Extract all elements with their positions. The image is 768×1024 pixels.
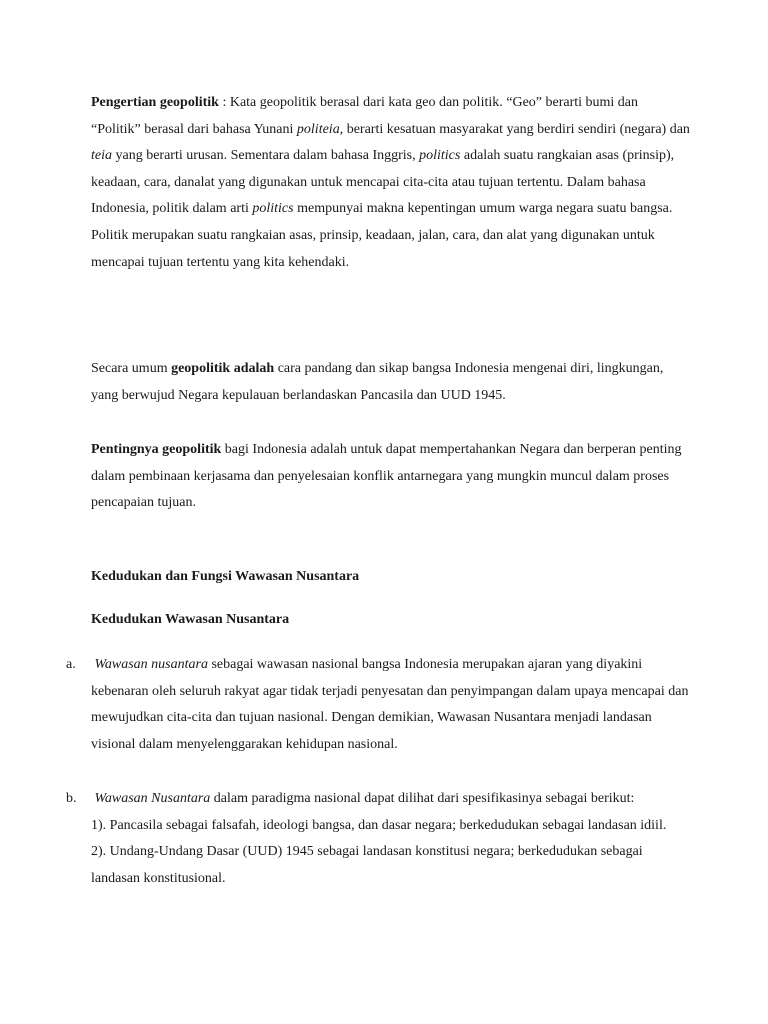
list-item-body	[91, 652, 691, 758]
paragraph-pengertian-geopolitik	[91, 90, 691, 276]
italic-run: politeia	[296, 121, 340, 137]
text-run: cara pandang dan sikap bangsa Indonesia mengenai diri, lingkungan, yang berwujud Negara kepulauan berlandaskan Pancasila dan UUD 1945.	[91, 361, 664, 403]
italic-run: politics	[252, 201, 294, 217]
subsection-heading: Kedudukan Wawasan Nusantara	[91, 612, 290, 627]
text-run: dalam paradigma nasional dapat dilihat dari spesifikasinya sebagai berikut:	[210, 791, 635, 806]
text-run: bagi Indonesia adalah untuk dapat mempertahankan Negara dan berperan penting dalam pembinaan kerjasama dan penyelesaian konflik antarnegara yang mungkin muncul dalam proses pencapaian tujuan.	[91, 442, 682, 511]
text-run: Secara umum	[91, 361, 172, 376]
text-run: adalah suatu rangkaian asas (prinsip), keadaan, cara, danalat yang digunakan untuk mencapai cita-cita atau tujuan tertentu. Dalam bahasa Indonesia, politik dalam arti	[91, 148, 675, 217]
text-run: : Kata geopolitik berasal dari kata geo dan politik. “Geo” berarti bumi dan “Politik” berasal dari bahasa Yunani	[91, 95, 639, 137]
paragraph-pentingnya-geopolitik	[91, 437, 691, 517]
text-run: yang berarti urusan. Sementara dalam bahasa Inggris,	[112, 148, 420, 164]
italic-run: teia	[91, 148, 112, 164]
bold-lead: Pengertian geopolitik	[91, 95, 219, 110]
sub-item-1: 1). Pancasila sebagai falsafah, ideologi bangsa, dan dasar negara; berkedudukan sebagai landasan idiil.	[91, 817, 667, 833]
sub-item-2: 2). Undang-Undang Dasar (UUD) 1945 sebagai landasan konstitusi negara; berkedudukan sebagai landasan konstitusional.	[91, 844, 643, 886]
text-run: , berarti kesatuan masyarakat yang berdiri sendiri (negara) dan	[339, 121, 690, 137]
bold-run: geopolitik adalah	[171, 361, 275, 376]
bold-lead: Pentingnya geopolitik	[91, 442, 222, 457]
italic-run: Wawasan Nusantara	[94, 791, 211, 806]
list-marker: b.	[66, 791, 77, 806]
section-heading: Kedudukan dan Fungsi Wawasan Nusantara	[91, 569, 360, 584]
italic-run: Wawasan nusantara	[94, 657, 208, 672]
italic-run: politics	[419, 148, 461, 164]
paragraph-secara-umum	[91, 356, 691, 409]
list-item-body	[91, 786, 691, 892]
list-marker: a.	[66, 657, 76, 672]
text-run: mempunyai makna kepentingan umum warga negara suatu bangsa. Politik merupakan suatu rangkaian asas, prinsip, keadaan, jalan, cara, dan alat yang digunakan untuk mencapai tujuan tertentu yang kita kehendaki.	[91, 201, 673, 270]
text-run: sebagai wawasan nasional bangsa Indonesia merupakan ajaran yang diyakini kebenaran oleh seluruh rakyat agar tidak terjadi penyesatan dan penyimpangan dalam upaya mencapai dan mewujudkan cita-cita dan tujuan nasional. Dengan demikian, Wawasan Nusantara menjadi landasan visional dalam menyelenggarakan kehidupan nasional.	[91, 657, 689, 752]
